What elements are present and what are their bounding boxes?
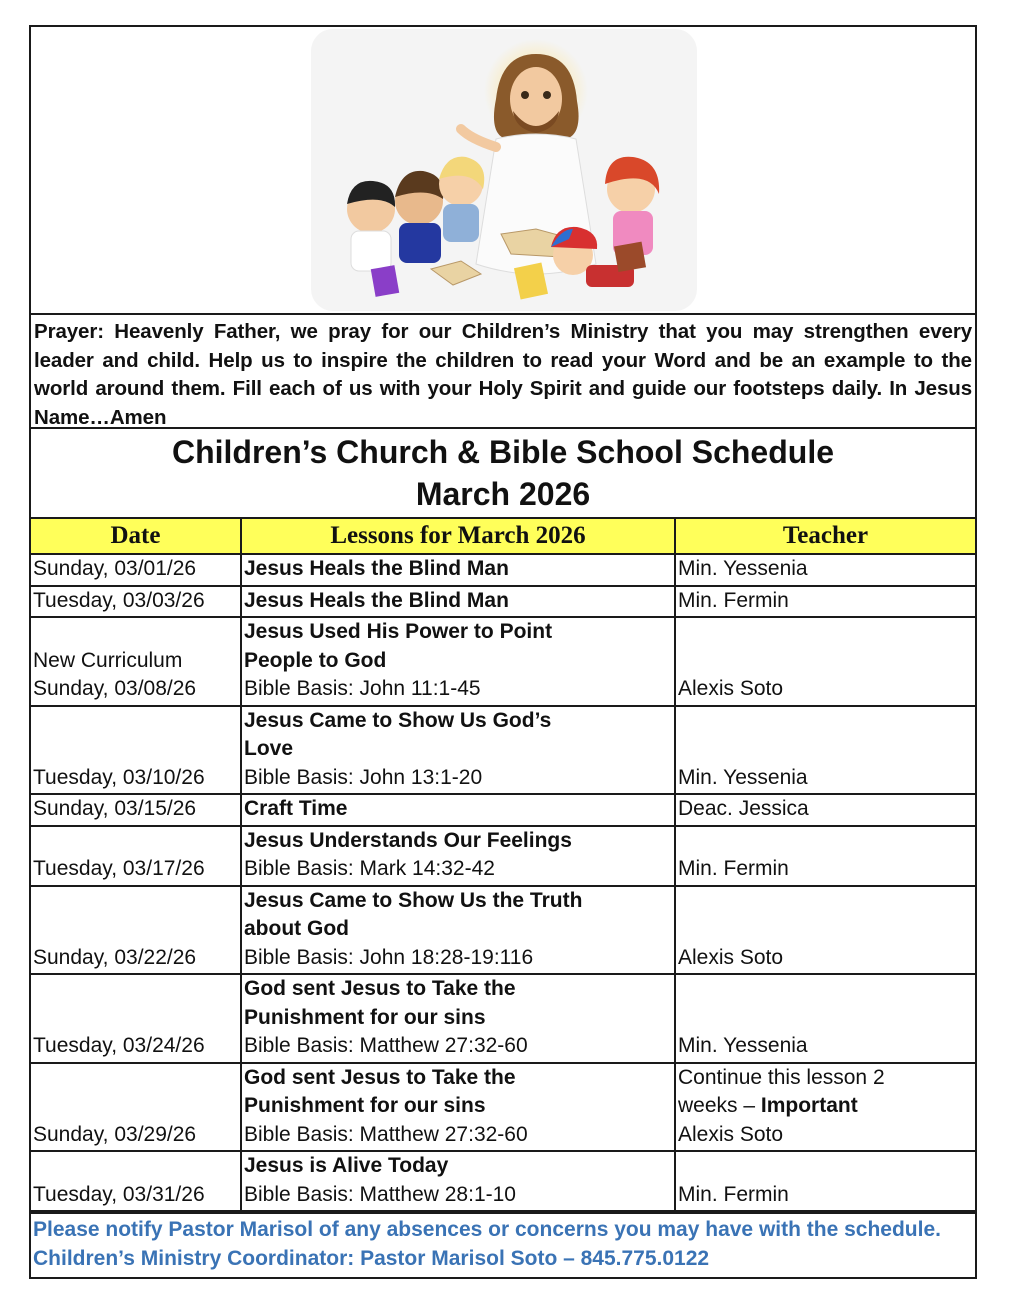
table-row xyxy=(31,586,975,618)
date-cell: Tuesday, 03/10/26 xyxy=(31,706,241,795)
teacher-cell: Min. Yessenia xyxy=(675,554,975,586)
table-row xyxy=(31,826,975,886)
contact-notice: Please notify Pastor Marisol of any absences or concerns you may have with the schedule. Children’s Ministry Coordinator: Pastor Marisol Soto – 845.775.0122 xyxy=(31,1212,975,1277)
lesson-cell: Jesus Understands Our Feelings Bible Basis: Mark 14:32-42 xyxy=(241,826,675,886)
lesson-cell: Craft Time xyxy=(241,794,675,826)
teacher-note: Continue this lesson 2 weeks – Important xyxy=(678,1065,885,1117)
date-cell: Tuesday, 03/31/26 xyxy=(31,1151,241,1211)
lesson-cell: Jesus is Alive Today Bible Basis: Matthew 28:1-10 xyxy=(241,1151,675,1211)
bible-basis: Bible Basis: John 13:1-20 xyxy=(244,765,483,789)
schedule-document xyxy=(29,25,977,1279)
teacher-cell: Min. Fermin xyxy=(675,1151,975,1211)
table-row xyxy=(31,1063,975,1152)
teacher-cell: Deac. Jessica xyxy=(675,794,975,826)
date-cell: Tuesday, 03/03/26 xyxy=(31,586,241,618)
bible-basis: Bible Basis: Matthew 27:32-60 xyxy=(244,1122,528,1146)
bible-basis: Bible Basis: John 18:28-19:116 xyxy=(244,945,534,969)
jesus-with-children-illustration xyxy=(311,29,697,311)
teacher-cell: Min. Fermin xyxy=(675,826,975,886)
bible-basis: Bible Basis: Matthew 27:32-60 xyxy=(244,1034,528,1057)
lesson-cell: Jesus Heals the Blind Man xyxy=(241,554,675,586)
table-row xyxy=(31,794,975,826)
title-line-2: March 2026 xyxy=(415,476,591,512)
title-line-1: Children’s Church & Bible School Schedule xyxy=(171,434,834,470)
date-cell: Sunday, 03/22/26 xyxy=(31,886,241,975)
lesson-cell: Jesus Came to Show Us God’s Love Bible Basis: John 13:1-20 xyxy=(241,706,675,795)
lesson-cell: Jesus Heals the Blind Man xyxy=(241,586,675,618)
prayer-text: Prayer: Heavenly Father, we pray for our Children’s Ministry that you may strengthen every leader and child. Help us to inspire the children to read your Word and be an example to the world around them. Fill each of us with your Holy Spirit and guide our footsteps daily. In Jesus Name…Amen xyxy=(31,315,975,429)
schedule-title xyxy=(31,429,975,517)
teacher-cell: Min. Yessenia xyxy=(675,706,975,795)
table-row xyxy=(31,554,975,586)
lesson-cell: God sent Jesus to Take the Punishment for our sins Bible Basis: Matthew 27:32-60 xyxy=(241,974,675,1063)
date-cell: Sunday, 03/29/26 xyxy=(31,1063,241,1152)
date-cell: Tuesday, 03/17/26 xyxy=(31,826,241,886)
column-header-lessons: Lessons for March 2026 xyxy=(241,518,675,554)
date-cell: Sunday, 03/01/26 xyxy=(31,554,241,586)
date-cell: New Curriculum Sunday, 03/08/26 xyxy=(31,617,241,706)
illustration-cell xyxy=(31,27,975,315)
table-row xyxy=(31,886,975,975)
bible-basis: Bible Basis: John 11:1-45 xyxy=(244,677,481,700)
schedule-table xyxy=(31,517,975,1212)
column-header-teacher: Teacher xyxy=(675,518,975,554)
table-header-row xyxy=(31,518,975,554)
lesson-cell: Jesus Used His Power to Point People to God Bible Basis: John 11:1-45 xyxy=(241,617,675,706)
bible-basis: Bible Basis: Mark 14:32-42 xyxy=(244,857,495,880)
table-row xyxy=(31,974,975,1063)
teacher-cell: Alexis Soto xyxy=(675,617,975,706)
table-row xyxy=(31,706,975,795)
column-header-date: Date xyxy=(31,518,241,554)
date-cell: Tuesday, 03/24/26 xyxy=(31,974,241,1063)
date-note: New Curriculum xyxy=(33,648,183,672)
lesson-cell: God sent Jesus to Take the Punishment for our sins Bible Basis: Matthew 27:32-60 xyxy=(241,1063,675,1152)
teacher-cell: Min. Fermin xyxy=(675,586,975,618)
teacher-cell: Continue this lesson 2 weeks – Important Alexis Soto xyxy=(675,1063,975,1152)
teacher-cell: Min. Yessenia xyxy=(675,974,975,1063)
lesson-cell: Jesus Came to Show Us the Truth about God Bible Basis: John 18:28-19:116 xyxy=(241,886,675,975)
table-row xyxy=(31,617,975,706)
illustration-icon xyxy=(311,29,697,311)
date-cell: Sunday, 03/15/26 xyxy=(31,794,241,826)
bible-basis: Bible Basis: Matthew 28:1-10 xyxy=(244,1182,516,1206)
table-row xyxy=(31,1151,975,1211)
teacher-cell: Alexis Soto xyxy=(675,886,975,975)
important-label: Important xyxy=(760,1094,858,1117)
